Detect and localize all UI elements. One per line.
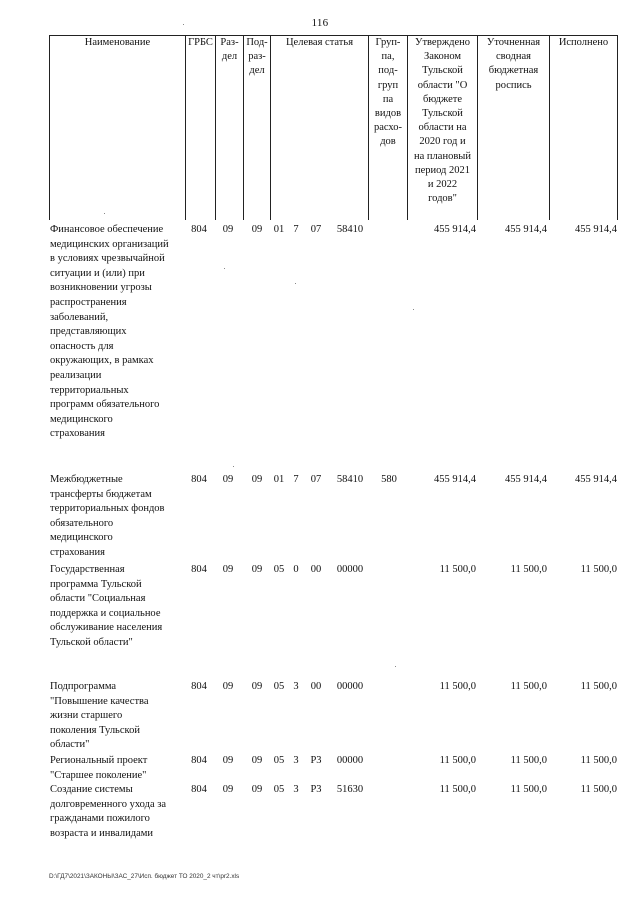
podrazdel-cell: 09: [251, 474, 263, 485]
clarified-amount-cell: 11 500,0: [510, 784, 547, 795]
executed-amount-cell: 11 500,0: [580, 755, 617, 766]
page-number: 116: [311, 17, 329, 29]
target-program-cell: 05: [273, 564, 285, 575]
target-program-cell: 05: [273, 784, 285, 795]
header-done: Исполнено: [558, 37, 609, 48]
file-path-footer: D:\ГД7\2021\ЗАКОНЫ\ЗАС_27\Исп. бюджет ТО 2020_2 чт\pr2.xls: [49, 873, 240, 880]
header-podrazdel: Под- раз- дел: [246, 37, 268, 77]
target-event-cell: 07: [310, 224, 322, 235]
razdel-cell: 09: [222, 784, 234, 795]
target-direction-cell: 00000: [336, 564, 364, 575]
target-program-cell: 05: [273, 755, 285, 766]
target-event-cell: 00: [310, 564, 322, 575]
target-program-cell: 05: [273, 681, 285, 692]
row-name: Государственная программа Тульской области "Социальная поддержка и социальное обслуживание населения Тульской области": [50, 564, 163, 648]
header-target: Целевая статья: [285, 37, 354, 48]
header-vid: Груп- па, под- груп па видов расхо- дов: [373, 37, 403, 148]
grbs-cell: 804: [191, 224, 207, 235]
podrazdel-cell: 09: [251, 784, 263, 795]
row-name: Региональный проект "Старшее поколение": [50, 755, 148, 781]
grbs-cell: 804: [191, 681, 207, 692]
grbs-cell: 804: [191, 784, 207, 795]
razdel-cell: 09: [222, 755, 234, 766]
header-approved: Утверждено Законом Тульской области "О бюджете Тульской области на 2020 год и на плановый период 2021 и 2022 годов": [414, 37, 471, 205]
razdel-cell: 09: [222, 681, 234, 692]
target-subprogram-cell: 3: [293, 784, 299, 795]
header-name: Наименование: [84, 37, 151, 48]
target-event-cell: Р3: [310, 784, 322, 795]
executed-amount-cell: 455 914,4: [575, 474, 617, 485]
target-direction-cell: 58410: [336, 224, 364, 235]
target-program-cell: 01: [273, 474, 285, 485]
target-subprogram-cell: 7: [293, 224, 299, 235]
header-clarified: Уточненная сводная бюджетная роспись: [486, 37, 541, 91]
target-event-cell: Р3: [310, 755, 322, 766]
razdel-cell: 09: [222, 224, 234, 235]
row-name: Создание системы долговременного ухода за гражданами пожилого возраста и инвалидами: [50, 784, 167, 839]
target-subprogram-cell: 3: [293, 681, 299, 692]
approved-amount-cell: 455 914,4: [434, 224, 476, 235]
target-direction-cell: 00000: [336, 681, 364, 692]
razdel-cell: 09: [222, 564, 234, 575]
approved-amount-cell: 455 914,4: [434, 474, 476, 485]
target-subprogram-cell: 3: [293, 755, 299, 766]
target-direction-cell: 51630: [336, 784, 364, 795]
razdel-cell: 09: [222, 474, 234, 485]
target-subprogram-cell: 0: [293, 564, 299, 575]
row-name: Межбюджетные трансферты бюджетам территориальных фондов обязательного медицинского страхования: [50, 474, 165, 558]
clarified-amount-cell: 11 500,0: [510, 755, 547, 766]
executed-amount-cell: 11 500,0: [580, 564, 617, 575]
target-direction-cell: 58410: [336, 474, 364, 485]
row-name: Подпрограмма "Повышение качества жизни старшего поколения Тульской области": [50, 681, 149, 751]
grbs-cell: 804: [191, 564, 207, 575]
target-subprogram-cell: 7: [293, 474, 299, 485]
row-name: Финансовое обеспечение медицинских организаций в условиях чрезвычайной ситуации и (или) при возникновении угрозы распространения заболеваний, представляющих опасность для окружающих, в рамках реализации территориальных программ обязательного медицинского страхования: [50, 224, 169, 440]
executed-amount-cell: 11 500,0: [580, 784, 617, 795]
target-program-cell: 01: [273, 224, 285, 235]
podrazdel-cell: 09: [251, 755, 263, 766]
podrazdel-cell: 09: [251, 224, 263, 235]
header-razdel: Раз- дел: [220, 37, 239, 63]
target-event-cell: 07: [310, 474, 322, 485]
expense-type-cell: 580: [381, 474, 397, 485]
target-event-cell: 00: [310, 681, 322, 692]
podrazdel-cell: 09: [251, 564, 263, 575]
target-direction-cell: 00000: [336, 755, 364, 766]
approved-amount-cell: 11 500,0: [439, 564, 476, 575]
executed-amount-cell: 455 914,4: [575, 224, 617, 235]
approved-amount-cell: 11 500,0: [439, 681, 476, 692]
executed-amount-cell: 11 500,0: [580, 681, 617, 692]
clarified-amount-cell: 11 500,0: [510, 681, 547, 692]
grbs-cell: 804: [191, 474, 207, 485]
header-grbs: ГРБС: [188, 37, 213, 48]
approved-amount-cell: 11 500,0: [439, 784, 476, 795]
approved-amount-cell: 11 500,0: [439, 755, 476, 766]
clarified-amount-cell: 455 914,4: [505, 224, 547, 235]
clarified-amount-cell: 11 500,0: [510, 564, 547, 575]
podrazdel-cell: 09: [251, 681, 263, 692]
clarified-amount-cell: 455 914,4: [505, 474, 547, 485]
grbs-cell: 804: [191, 755, 207, 766]
